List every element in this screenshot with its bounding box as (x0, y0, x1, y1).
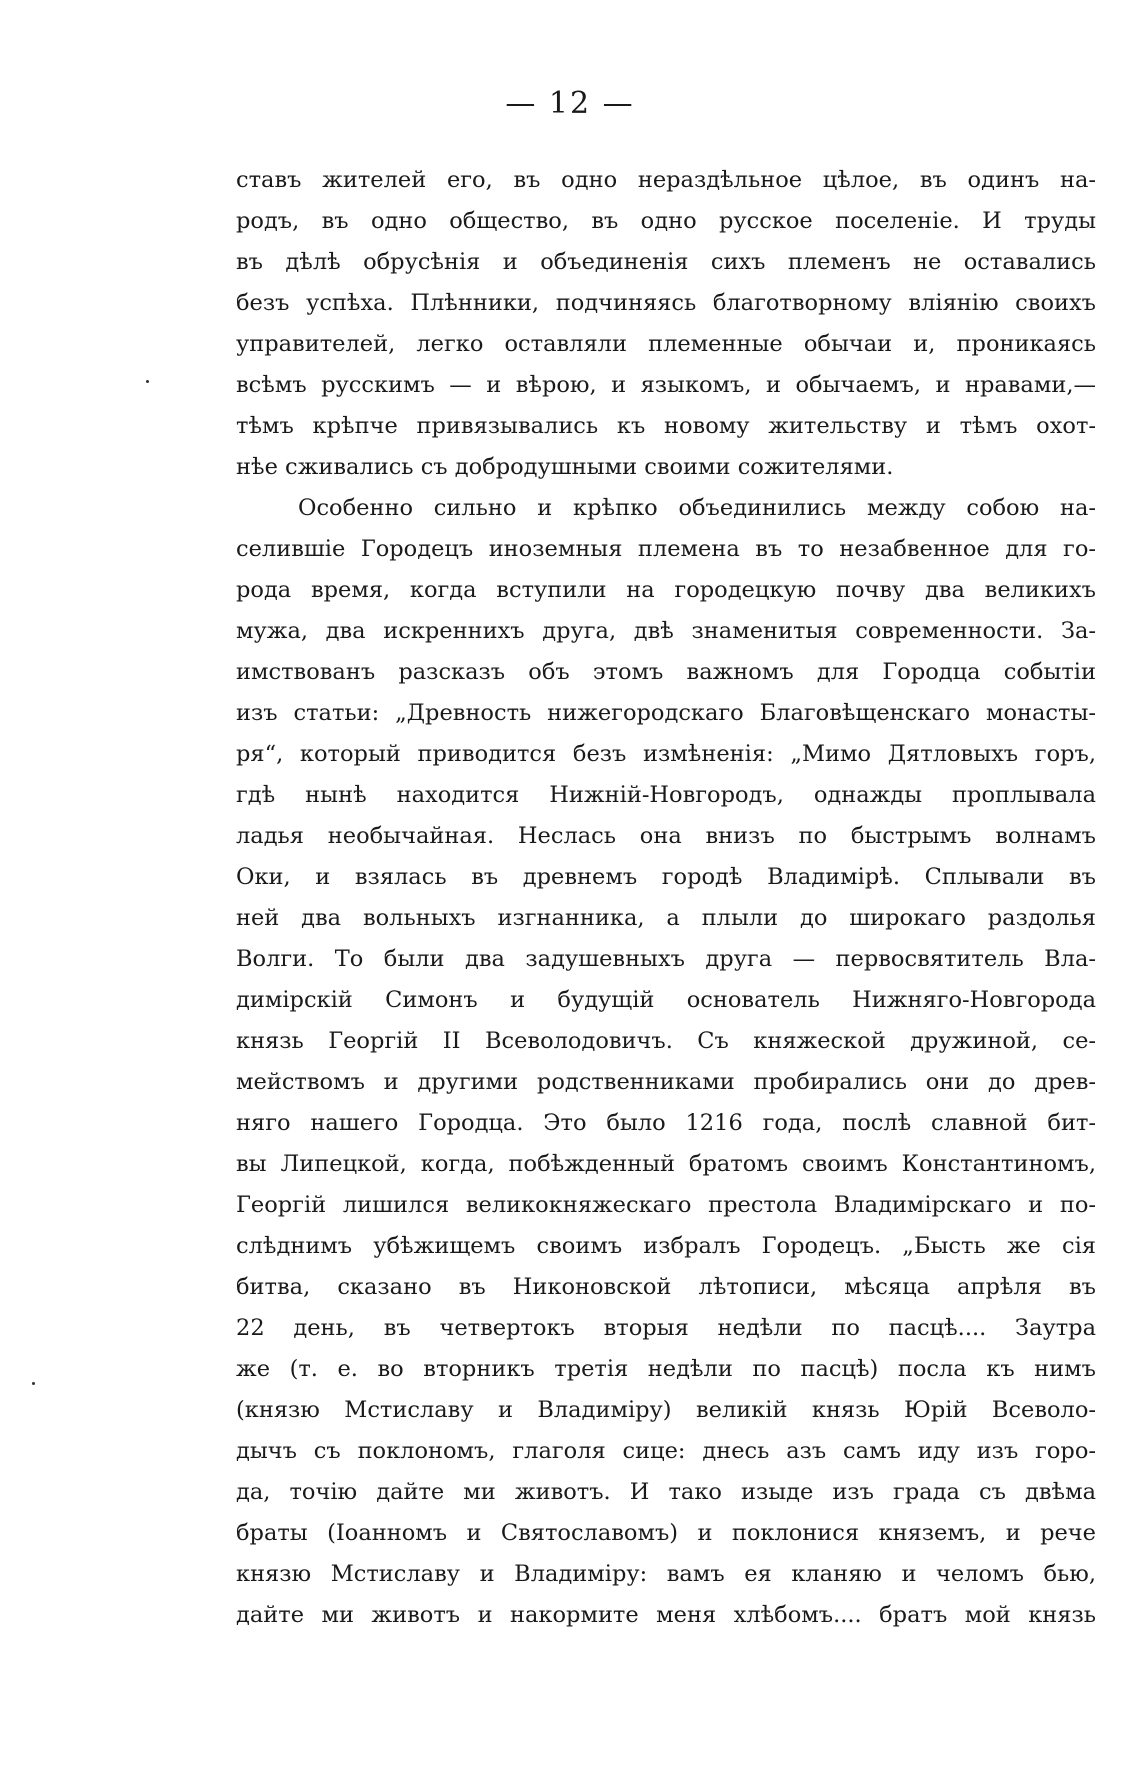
margin-speck (32, 1382, 35, 1385)
text-line: Оки, и взялась въ древнемъ городѣ Владимірѣ. Сплывали въ (236, 864, 1096, 890)
text-line: битва, сказано въ Никоновской лѣтописи, мѣсяца апрѣля въ (236, 1274, 1096, 1300)
page-number: — 12 — (505, 86, 635, 121)
text-line: Георгій лишился великокняжескаго престола Владимірскаго и по- (236, 1192, 1096, 1218)
text-line: рода время, когда вступили на городецкую почву два великихъ (236, 577, 1096, 603)
text-line: дайте ми животъ и накормите меня хлѣбомъ.... братъ мой князь (236, 1602, 1096, 1628)
text-line: же (т. е. во вторникъ третія недѣли по пасцѣ) посла къ нимъ (236, 1356, 1096, 1382)
text-line: управителей, легко оставляли племенные обычаи и, проникаясь (236, 331, 1096, 357)
text-line: селившіе Городецъ иноземныя племена въ то незабвенное для го- (236, 536, 1096, 562)
text-line: родъ, въ одно общество, въ одно русское поселеніе. И труды (236, 208, 1096, 234)
text-line: гдѣ нынѣ находится Нижній-Новгородъ, однажды проплывала (236, 782, 1096, 808)
text-line: Особенно сильно и крѣпко объединились между собою на- (298, 495, 1096, 521)
text-line: въ дѣлѣ обрусѣнія и объединенія сихъ племенъ не оставались (236, 249, 1096, 275)
text-line: ря“, который приводится безъ измѣненія: „Мимо Дятловыхъ горъ, (236, 741, 1096, 767)
text-line: тѣмъ крѣпче привязывались къ новому жительству и тѣмъ охот- (236, 413, 1096, 439)
text-line: имствованъ разсказъ объ этомъ важномъ для Городца событіи (236, 659, 1096, 685)
text-line: дычъ съ поклономъ, глаголя сице: днесь азъ самъ иду изъ горо- (236, 1438, 1096, 1464)
text-line: димірскій Симонъ и будущій основатель Нижняго-Новгорода (236, 987, 1096, 1013)
text-line: вы Липецкой, когда, побѣжденный братомъ своимъ Константиномъ, (236, 1151, 1096, 1177)
body-text (236, 160, 1096, 1636)
text-line: князь Георгій II Всеволодовичъ. Съ княжеской дружиной, се- (236, 1028, 1096, 1054)
paragraph-2 (236, 488, 1096, 1636)
text-line: да, точію дайте ми животъ. И тако изыде изъ града съ двѣма (236, 1479, 1096, 1505)
text-line: ладья необычайная. Неслась она внизъ по быстрымъ волнамъ (236, 823, 1096, 849)
text-line: браты (Іоанномъ и Святославомъ) и поклонися княземъ, и рече (236, 1520, 1096, 1546)
text-line: князю Мстиславу и Владиміру: вамъ ея кланяю и челомъ бью, (236, 1561, 1096, 1587)
text-line: мужа, два искреннихъ друга, двѣ знаменитыя современности. За- (236, 618, 1096, 644)
margin-speck (146, 380, 149, 383)
text-line: изъ статьи: „Древность нижегородскаго Благовѣщенскаго монасты- (236, 700, 1096, 726)
text-line: нѣе сживались съ добродушными своими сожителями. (236, 454, 894, 480)
text-line: ней два вольныхъ изгнанника, а плыли до широкаго раздолья (236, 905, 1096, 931)
text-line: всѣмъ русскимъ — и вѣрою, и языкомъ, и обычаемъ, и нравами,— (236, 372, 1096, 398)
text-line: няго нашего Городца. Это было 1216 года, послѣ славной бит- (236, 1110, 1096, 1136)
text-line: 22 день, въ четвертокъ вторыя недѣли по пасцѣ.... Заутра (236, 1315, 1096, 1341)
text-line: Волги. То были два задушевныхъ друга — первосвятитель Вла- (236, 946, 1096, 972)
text-line: мействомъ и другими родственниками пробирались они до древ- (236, 1069, 1096, 1095)
text-line: безъ успѣха. Плѣнники, подчиняясь благотворному вліянію своихъ (236, 290, 1096, 316)
text-line: слѣднимъ убѣжищемъ своимъ избралъ Городецъ. „Бысть же сія (236, 1233, 1096, 1259)
text-line: (князю Мстиславу и Владиміру) великій князь Юрій Всеволо- (236, 1397, 1096, 1423)
paragraph-1 (236, 160, 1096, 488)
text-line: ставъ жителей его, въ одно нераздѣльное цѣлое, въ одинъ на- (236, 167, 1096, 193)
